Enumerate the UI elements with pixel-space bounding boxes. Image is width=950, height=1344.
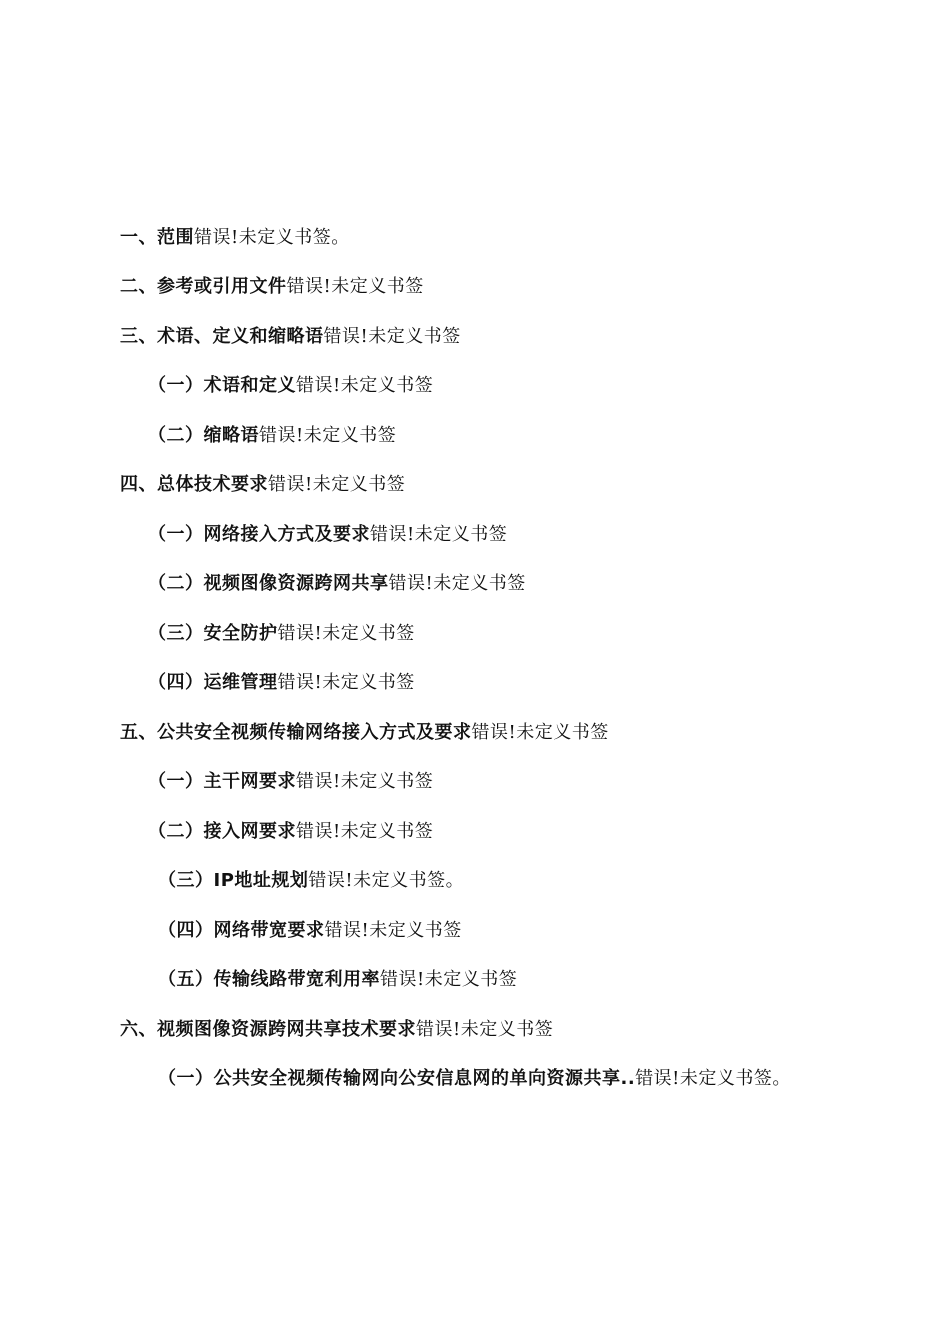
toc-entry-transmission-network[interactable] [120, 721, 609, 745]
toc-entry-title: （四）网络带宽要求 [158, 920, 325, 941]
toc-entry-abbreviations[interactable] [148, 424, 396, 448]
toc-entry-title: （一）网络接入方式及要求 [148, 524, 370, 545]
toc-entry-title: 二、参考或引用文件 [120, 276, 287, 297]
toc-entry-video-sharing[interactable] [148, 572, 526, 596]
toc-entry-security[interactable] [148, 622, 415, 646]
toc-entry-error: 错误!未定义书签 [286, 276, 424, 297]
toc-entry-error: 错误!未定义书签。 [635, 1068, 791, 1089]
toc-entry-title: 四、总体技术要求 [120, 474, 268, 495]
toc-entry-title: （二）接入网要求 [148, 821, 296, 842]
toc-entry-title: 五、公共安全视频传输网络接入方式及要求 [120, 722, 472, 743]
toc-entry-error: 错误!未定义书签 [259, 425, 397, 446]
toc-entry-error: 错误!未定义书签。 [308, 870, 465, 891]
toc-entry-error: 错误!未定义书签 [296, 771, 434, 792]
toc-entry-title: 三、术语、定义和缩略语 [120, 326, 324, 347]
toc-entry-error: 错误!未定义书签 [277, 672, 415, 693]
toc-entry-error: 错误!未定义书签 [324, 920, 462, 941]
toc-entry-title: （五）传输线路带宽利用率 [158, 969, 380, 990]
toc-entry-general-requirements[interactable] [120, 473, 405, 497]
toc-entry-error: 错误!未定义书签 [323, 326, 461, 347]
toc-entry-error: 错误!未定义书签 [268, 474, 406, 495]
toc-entry-utilization[interactable] [158, 968, 517, 992]
toc-entry-error: 错误!未定义书签 [416, 1019, 554, 1040]
toc-entry-scope[interactable] [120, 226, 350, 250]
toc-entry-one-way-sharing[interactable] [158, 1067, 791, 1091]
toc-entry-error: 错误!未定义书签 [277, 623, 415, 644]
toc-entry-error: 错误!未定义书签 [296, 821, 434, 842]
toc-entry-title: （二）视频图像资源跨网共享 [148, 573, 389, 594]
toc-entry-error: 错误!未定义书签 [380, 969, 518, 990]
toc-entry-bandwidth[interactable] [158, 919, 462, 943]
toc-entry-title: （三）IP地址规划 [158, 870, 309, 891]
toc-entry-references[interactable] [120, 275, 424, 299]
toc-entry-terms-definitions[interactable] [148, 374, 433, 398]
toc-entry-error: 错误!未定义书签 [471, 722, 609, 743]
toc-entry-title: （二）缩略语 [148, 425, 259, 446]
toc-entry-title: 一、范围 [120, 227, 194, 248]
toc-entry-access-network[interactable] [148, 820, 433, 844]
toc-entry-error: 错误!未定义书签 [370, 524, 508, 545]
toc-entry-backbone[interactable] [148, 770, 433, 794]
toc-entry-error: 错误!未定义书签。 [194, 227, 350, 248]
toc-entry-ip-planning[interactable] [158, 869, 464, 893]
toc-entry-title: （一）术语和定义 [148, 375, 296, 396]
toc-entry-sharing-technical[interactable] [120, 1018, 553, 1042]
toc-entry-title: 六、视频图像资源跨网共享技术要求 [120, 1019, 416, 1040]
toc-entry-title: （三）安全防护 [148, 623, 278, 644]
toc-entry-title: （一）公共安全视频传输网向公安信息网的单向资源共享.. [158, 1068, 636, 1089]
toc-entry-network-access[interactable] [148, 523, 507, 547]
toc-entry-title: （四）运维管理 [148, 672, 278, 693]
toc-entry-error: 错误!未定义书签 [296, 375, 434, 396]
toc-entry-operations[interactable] [148, 671, 415, 695]
toc-entry-terms[interactable] [120, 325, 461, 349]
toc-entry-error: 错误!未定义书签 [388, 573, 526, 594]
toc-entry-title: （一）主干网要求 [148, 771, 296, 792]
